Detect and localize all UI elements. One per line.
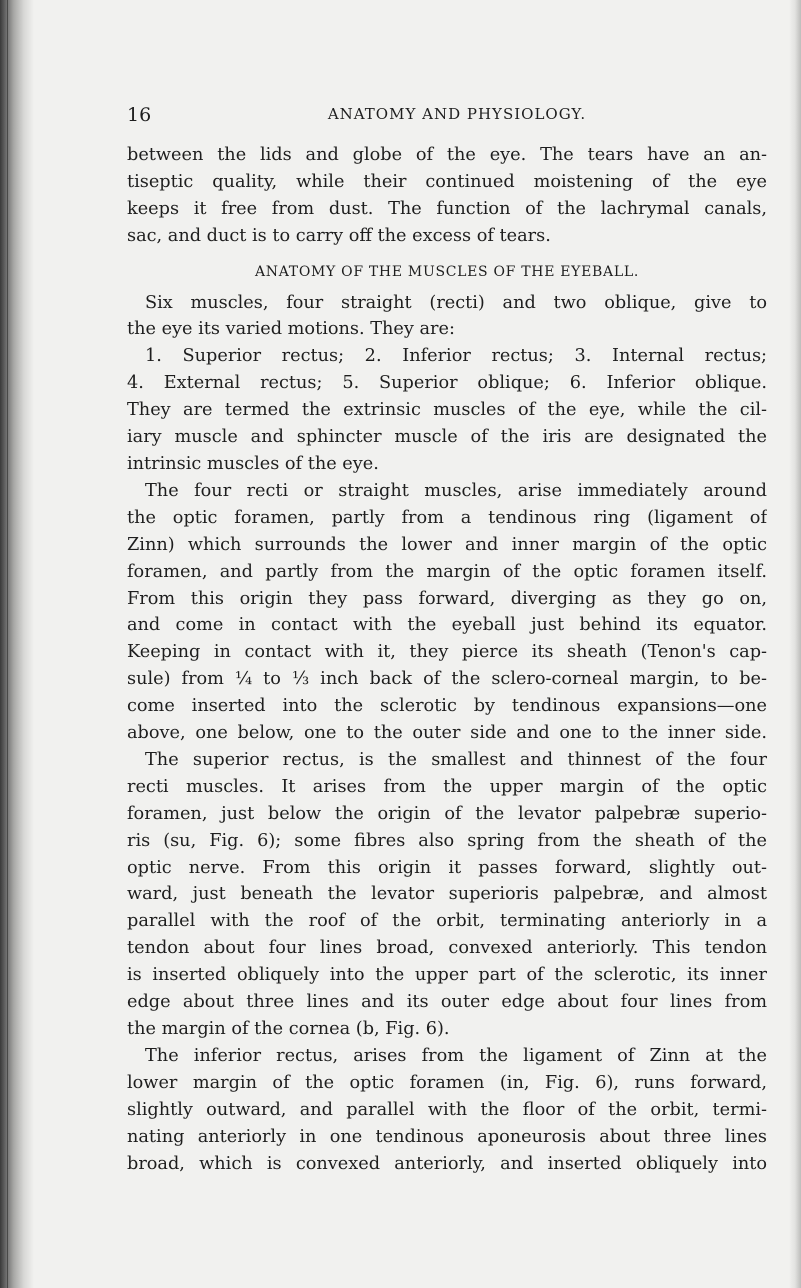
text-line: iary muscle and sphincter muscle of the iris are designated the bbox=[127, 427, 767, 448]
page-number: 16 bbox=[127, 104, 152, 126]
text-line: recti muscles. It arises from the upper margin of the optic bbox=[127, 776, 767, 797]
text-line: From this origin they pass forward, diverging as they go on, bbox=[127, 588, 767, 609]
text-line: Keeping in contact with it, they pierce its sheath (Tenon's cap- bbox=[127, 642, 767, 663]
text-line: keeps it free from dust. The function of the lachrymal canals, bbox=[127, 198, 767, 219]
text-line: tiseptic quality, while their continued moistening of the eye bbox=[127, 171, 767, 192]
text-line: come inserted into the sclerotic by tendinous expansions—one bbox=[127, 696, 767, 717]
book-page bbox=[127, 104, 767, 1177]
text-line: ris (su, Fig. 6); some fibres also spring from the sheath of the bbox=[127, 830, 767, 851]
text-line: Six muscles, four straight (recti) and two oblique, give to bbox=[145, 292, 767, 313]
page-binding-shadow bbox=[0, 0, 34, 1288]
page-header bbox=[127, 104, 767, 130]
page-right-edge bbox=[789, 0, 801, 1288]
text-line: edge about three lines and its outer edge about four lines from bbox=[127, 992, 767, 1013]
text-line: above, one below, one to the outer side and one to the inner side. bbox=[127, 723, 767, 744]
text-line: ward, just beneath the levator superioris palpebræ, and almost bbox=[127, 884, 767, 905]
text-line: intrinsic muscles of the eye. bbox=[127, 453, 379, 474]
section-heading: ANATOMY OF THE MUSCLES OF THE EYEBALL. bbox=[255, 263, 639, 280]
running-head: ANATOMY AND PHYSIOLOGY. bbox=[327, 105, 587, 123]
text-line: The inferior rectus, arises from the ligament of Zinn at the bbox=[145, 1045, 767, 1066]
text-line: Zinn) which surrounds the lower and inner margin of the optic bbox=[127, 534, 767, 555]
body-text bbox=[127, 142, 767, 1177]
text-line: is inserted obliquely into the upper part of the sclerotic, its inner bbox=[127, 965, 767, 986]
text-line: lower margin of the optic foramen (in, Fig. 6), runs forward, bbox=[127, 1072, 767, 1093]
text-line: nating anteriorly in one tendinous aponeurosis about three lines bbox=[127, 1126, 767, 1147]
text-line: and come in contact with the eyeball just behind its equator. bbox=[127, 615, 767, 636]
text-line: The superior rectus, is the smallest and thinnest of the four bbox=[145, 749, 767, 770]
text-line: the margin of the cornea (b, Fig. 6). bbox=[127, 1019, 450, 1039]
page-binding-edge bbox=[7, 0, 8, 1288]
text-line: tendon about four lines broad, convexed anteriorly. This tendon bbox=[127, 938, 767, 959]
text-line: the eye its varied motions. They are: bbox=[127, 319, 455, 340]
text-line: sac, and duct is to carry off the excess of tears. bbox=[127, 225, 551, 246]
text-line: foramen, and partly from the margin of the optic foramen itself. bbox=[127, 561, 767, 582]
text-line: The four recti or straight muscles, arise immediately around bbox=[145, 480, 767, 501]
text-line: 1. Superior rectus; 2. Inferior rectus; 3. Internal rectus; bbox=[145, 346, 767, 367]
text-line: parallel with the roof of the orbit, terminating anteriorly in a bbox=[127, 911, 767, 932]
text-line: between the lids and globe of the eye. The tears have an an- bbox=[127, 145, 767, 165]
text-line: 4. External rectus; 5. Superior oblique; 6. Inferior oblique. bbox=[127, 373, 767, 394]
text-line: optic nerve. From this origin it passes forward, slightly out- bbox=[127, 857, 767, 878]
text-line: broad, which is convexed anteriorly, and inserted obliquely into bbox=[127, 1153, 767, 1174]
text-line: the optic foramen, partly from a tendinous ring (ligament of bbox=[127, 507, 767, 528]
text-line: slightly outward, and parallel with the floor of the orbit, termi- bbox=[127, 1099, 767, 1120]
text-line: sule) from ¼ to ⅓ inch back of the sclero-corneal margin, to be- bbox=[127, 669, 767, 690]
text-line: foramen, just below the origin of the levator palpebræ superio- bbox=[127, 803, 767, 824]
text-line: They are termed the extrinsic muscles of the eye, while the cil- bbox=[127, 400, 767, 421]
